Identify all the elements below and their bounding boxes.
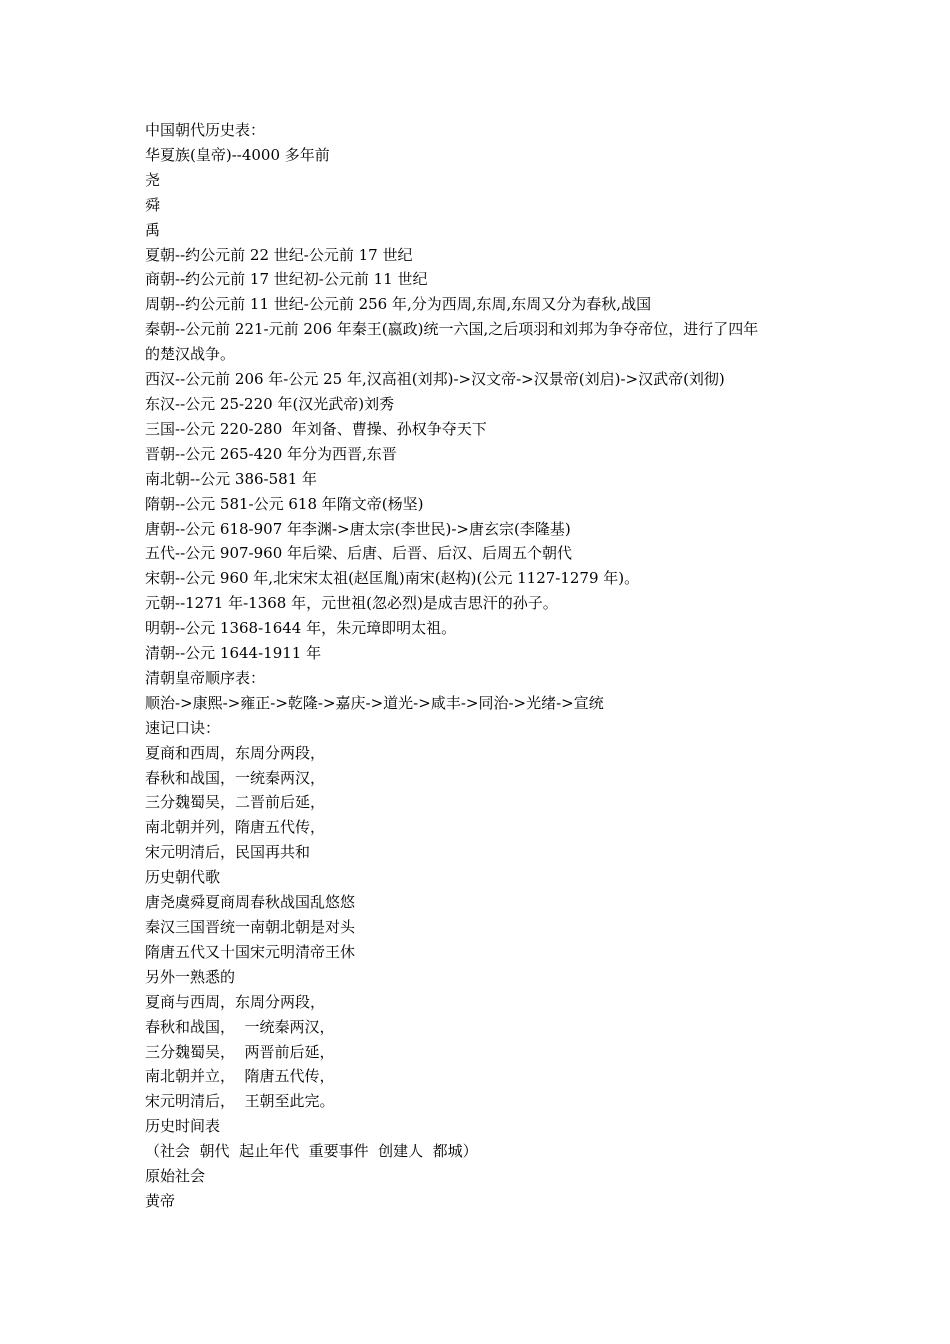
text-line: 南北朝并列，隋唐五代传， — [145, 818, 326, 837]
text-line: 历史时间表 — [145, 1117, 221, 1136]
text-line: 舜 — [145, 195, 161, 214]
text-line: 东汉--公元 25-220 年(汉光武帝)刘秀 — [145, 394, 395, 413]
text-line: 尧 — [145, 170, 161, 189]
text-line: 西汉--公元前 206 年-公元 25 年,汉高祖(刘邦)->汉文帝->汉景帝(刘启)->汉武帝(刘彻) — [145, 370, 725, 389]
text-line: 南北朝--公元 386-581 年 — [145, 469, 318, 488]
text-line: 宋元明清后， 王朝至此完。 — [145, 1092, 335, 1111]
text-line: 春秋和战国，一统秦两汉， — [145, 768, 326, 787]
text-line: 宋朝--公元 960 年,北宋宋太祖(赵匡胤)南宋(赵构)(公元 1127-1279 年)。 — [145, 569, 640, 588]
text-line: 华夏族(皇帝)--4000 多年前 — [145, 145, 330, 164]
document-body — [145, 118, 825, 1214]
text-line: 禹 — [145, 220, 161, 239]
text-line: 夏商与西周，东周分两段， — [145, 992, 326, 1011]
text-line: 另外一熟悉的 — [145, 967, 236, 986]
text-line: 晋朝--公元 265-420 年分为西晋,东晋 — [145, 444, 397, 463]
text-line: 宋元明清后，民国再共和 — [145, 843, 311, 862]
text-line: 隋唐五代又十国宋元明清帝王休 — [145, 942, 356, 961]
text-line: 隋朝--公元 581-公元 618 年隋文帝(杨坚) — [145, 494, 424, 513]
text-line: 历史朝代歌 — [145, 868, 221, 887]
text-line: 唐尧虞舜夏商周春秋战国乱悠悠 — [145, 893, 356, 912]
text-line: 三国--公元 220-280 年刘备、曹操、孙权争夺天下 — [145, 419, 487, 438]
text-line: 秦朝--公元前 221-元前 206 年秦王(嬴政)统一六国,之后项羽和刘邦为争夺帝位，进行了四年 — [145, 320, 759, 339]
text-line: 的楚汉战争。 — [145, 345, 236, 364]
text-line: 原始社会 — [145, 1167, 206, 1186]
text-line: 清朝--公元 1644-1911 年 — [145, 644, 322, 663]
text-line: 夏商和西周，东周分两段， — [145, 743, 326, 762]
text-line: 黄帝 — [145, 1191, 176, 1210]
text-line: 中国朝代历史表： — [145, 121, 266, 139]
text-line: 速记口诀： — [145, 718, 221, 737]
text-line: （社会 朝代 起止年代 重要事件 创建人 都城） — [145, 1142, 478, 1161]
text-line: 南北朝并立， 隋唐五代传， — [145, 1067, 335, 1086]
text-line: 周朝--约公元前 11 世纪-公元前 256 年,分为西周,东周,东周又分为春秋,战国 — [145, 295, 652, 314]
text-line: 三分魏蜀吴， 两晋前后延， — [145, 1042, 335, 1061]
text-line: 夏朝--约公元前 22 世纪-公元前 17 世纪 — [145, 245, 413, 264]
text-line: 唐朝--公元 618-907 年李渊->唐太宗(李世民)->唐玄宗(李隆基) — [145, 519, 571, 538]
text-line: 五代--公元 907-960 年后梁、后唐、后晋、后汉、后周五个朝代 — [145, 544, 573, 563]
text-line: 春秋和战国， 一统秦两汉， — [145, 1017, 335, 1036]
text-line: 元朝--1271 年-1368 年，元世祖(忽必烈)是成吉思汗的孙子。 — [145, 594, 558, 613]
text-line: 秦汉三国晋统一南朝北朝是对头 — [145, 918, 356, 936]
text-line: 清朝皇帝顺序表： — [145, 668, 266, 687]
text-line: 三分魏蜀吴，二晋前后延， — [145, 793, 326, 812]
text-line: 商朝--约公元前 17 世纪初-公元前 11 世纪 — [145, 270, 428, 289]
text-line: 顺治->康熙->雍正->乾隆->嘉庆->道光->咸丰->同治->光绪->宣统 — [145, 693, 604, 712]
text-line: 明朝--公元 1368-1644 年，朱元璋即明太祖。 — [145, 619, 457, 638]
